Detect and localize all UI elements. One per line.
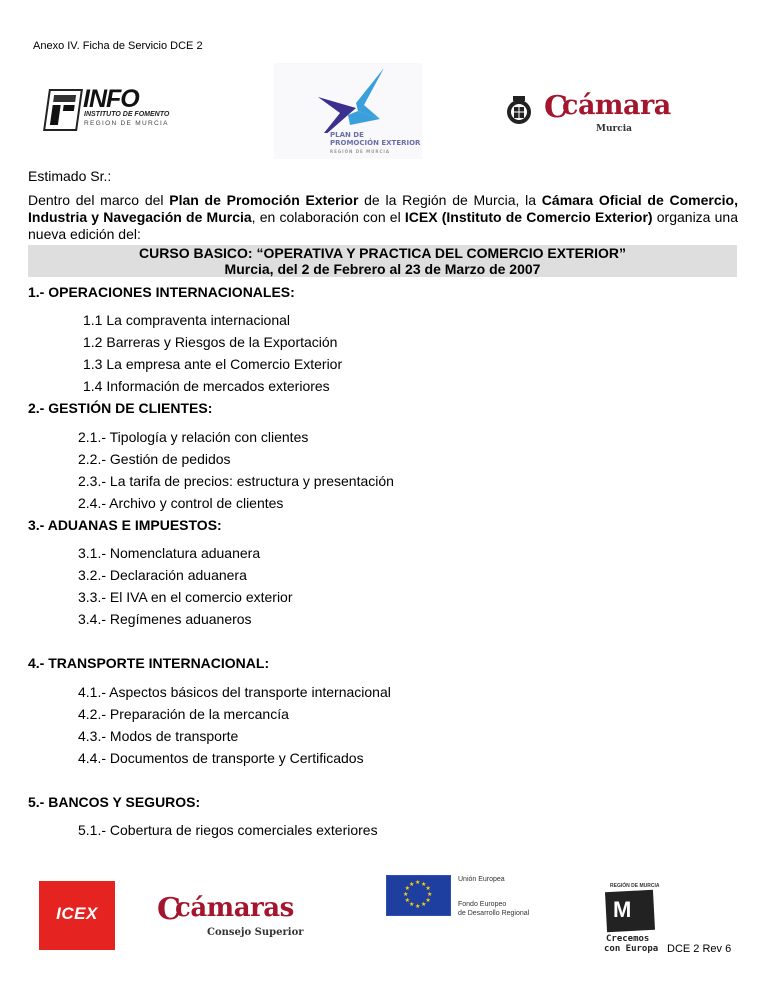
section-heading-3: 3.- ADUANAS E IMPUESTOS: — [28, 517, 222, 533]
list-item: 3.1.- Nomenclatura aduanera — [78, 545, 261, 561]
eu-line2a: Fondo Europeo — [458, 901, 507, 908]
section-heading-1: 1.- OPERACIONES INTERNACIONALES: — [28, 284, 295, 300]
info-logo-line2: REGION DE MURCIA — [84, 120, 169, 127]
course-dates: Murcia, del 2 de Febrero al 23 de Marzo de 2007 — [224, 261, 541, 277]
plan-promocion-exterior-logo — [274, 63, 422, 159]
eu-star-icon: ★ — [427, 892, 433, 898]
intro-text: organiza una nueva edición del: — [28, 209, 739, 242]
camaras-word: cámaras — [175, 893, 294, 923]
eu-star-icon: ★ — [415, 880, 421, 886]
eu-line1: Unión Europea — [458, 876, 505, 883]
plan-arrows-icon — [274, 63, 422, 133]
course-banner — [28, 245, 737, 277]
list-item: 3.4.- Regímenes aduaneros — [78, 611, 252, 627]
crecemos-top: REGIÓN DE MURCIA — [610, 883, 660, 889]
crest-icon — [504, 95, 534, 125]
eu-star-icon: ★ — [409, 902, 415, 909]
intro-bold-plan: Plan de Promoción Exterior — [169, 192, 359, 208]
info-logo-mark-icon — [43, 89, 83, 131]
list-item: 1.4 Información de mercados exteriores — [83, 378, 330, 394]
document-revision-id: DCE 2 Rev 6 — [667, 943, 732, 955]
list-item: 1.1 La compraventa internacional — [83, 312, 291, 328]
camaras-mark: C — [157, 892, 181, 927]
list-item: 5.1.- Cobertura de riegos comerciales exteriores — [78, 822, 378, 838]
crecemos-line1: Crecemos — [606, 934, 650, 944]
camaras-consejo-superior-logo — [157, 892, 312, 945]
camaras-sub: Consejo Superior — [207, 927, 304, 938]
eu-star-icon: ★ — [409, 881, 415, 888]
course-title: CURSO BASICO: “OPERATIVA Y PRACTICA DEL COMERCIO EXTERIOR” — [139, 245, 626, 261]
eu-star-icon: ★ — [415, 904, 421, 910]
crecemos-m-glyph: M — [613, 897, 632, 922]
info-logo — [46, 85, 196, 131]
eu-star-icon: ★ — [425, 886, 431, 892]
list-item: 4.1.- Aspectos básicos del transporte internacional — [78, 684, 391, 700]
camara-murcia-sub: Murcia — [596, 124, 632, 134]
eu-star-icon: ★ — [421, 881, 427, 888]
intro-paragraph — [28, 192, 738, 243]
crecemos-con-europa-logo — [604, 883, 660, 959]
eu-line2 — [458, 900, 529, 918]
info-logo-line1: INSTITUTO DE FOMENTO — [84, 111, 170, 118]
list-item: 2.4.- Archivo y control de clientes — [78, 495, 284, 511]
list-item: 3.2.- Declaración aduanera — [78, 567, 247, 583]
list-item: 2.2.- Gestión de pedidos — [78, 451, 231, 467]
section-heading-2: 2.- GESTIÓN DE CLIENTES: — [28, 400, 213, 416]
plan-logo-line3: REGIÓN DE MURCIA — [330, 149, 390, 154]
eu-star-icon: ★ — [425, 898, 431, 904]
greeting: Estimado Sr.: — [28, 168, 112, 184]
eu-star-icon: ★ — [421, 902, 427, 909]
eu-flag-icon — [386, 875, 451, 916]
list-item: 2.1.- Tipología y relación con clientes — [78, 429, 309, 445]
eu-line2b: de Desarrollo Regional — [458, 910, 530, 917]
intro-bold-icex: ICEX (Instituto de Comercio Exterior) — [404, 209, 653, 225]
info-logo-title: INFO — [83, 85, 139, 113]
plan-logo-line2: PROMOCIÓN EXTERIOR — [330, 139, 421, 147]
eu-star-icon: ★ — [404, 886, 410, 892]
icex-logo — [39, 881, 115, 950]
section-heading-5: 5.- BANCOS Y SEGUROS: — [28, 794, 201, 810]
crecemos-line2: con Europa — [604, 944, 659, 954]
intro-bold-camara: Cámara Oficial de Comercio, Industria y Navegación de Murcia — [28, 192, 738, 225]
section-heading-4: 4.- TRANSPORTE INTERNACIONAL: — [28, 655, 270, 671]
camara-murcia-logo — [504, 92, 674, 137]
eu-star-icon: ★ — [404, 898, 410, 904]
intro-text: , en colaboración con el — [251, 209, 405, 225]
list-item: 1.2 Barreras y Riesgos de la Exportación — [83, 334, 338, 350]
camara-murcia-mark: C — [544, 90, 568, 125]
list-item: 4.4.- Documentos de transporte y Certificados — [78, 750, 364, 766]
intro-text: Dentro del marco del — [28, 192, 170, 208]
eu-star-icon: ★ — [403, 892, 409, 898]
list-item: 4.3.- Modos de transporte — [78, 728, 239, 744]
plan-logo-line1: PLAN DE — [330, 131, 364, 139]
list-item: 4.2.- Preparación de la mercancía — [78, 706, 289, 722]
camara-murcia-word: cámara — [562, 90, 671, 121]
list-item: 3.3.- El IVA en el comercio exterior — [78, 589, 293, 605]
list-item: 2.3.- La tarifa de precios: estructura y presentación — [78, 473, 394, 489]
list-item: 1.3 La empresa ante el Comercio Exterior — [83, 356, 343, 372]
document-header-note: Anexo IV. Ficha de Servicio DCE 2 — [33, 40, 203, 52]
intro-text: de la Región de Murcia, la — [358, 192, 542, 208]
icex-logo-text: ICEX — [56, 904, 98, 923]
